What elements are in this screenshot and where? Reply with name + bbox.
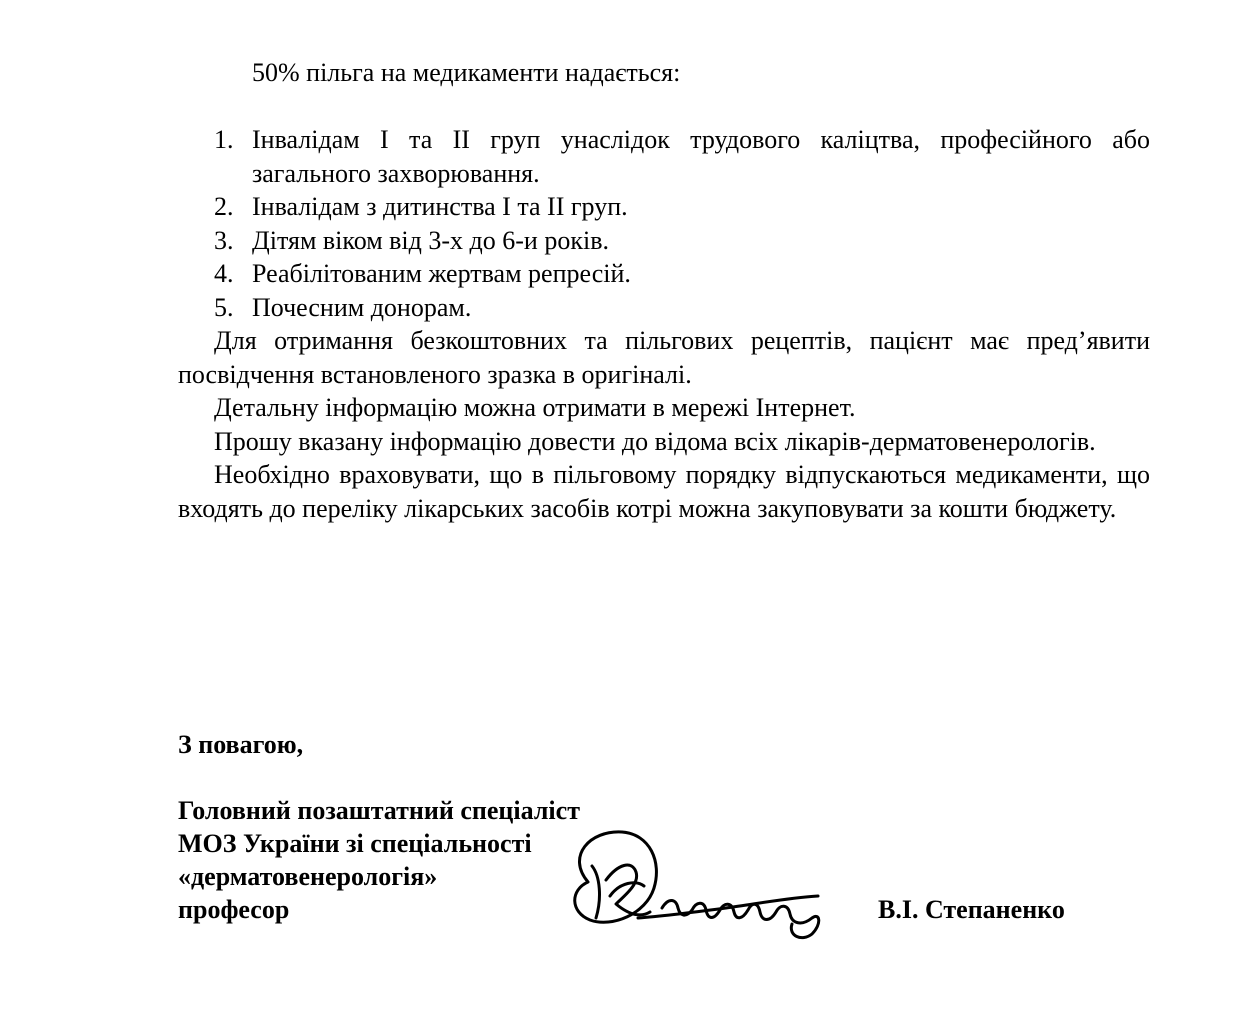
paragraph-notify: Прошу вказану інформацію довести до відома всіх лікарів-дерматовенерологів. bbox=[214, 426, 1096, 456]
signature-stroke bbox=[592, 866, 599, 918]
list-item bbox=[178, 257, 1150, 291]
blank-line bbox=[178, 90, 1150, 124]
list-item-text: Реабілітованим жертвам репресій. bbox=[252, 259, 631, 288]
list-item bbox=[178, 224, 1150, 258]
signer-position bbox=[178, 794, 580, 926]
position-line-text: МОЗ України зі спеціальності bbox=[178, 829, 532, 858]
signer-name: В.І. Степаненко bbox=[878, 895, 1065, 924]
list-item-number: 5. bbox=[214, 292, 234, 322]
paragraph-internet: Детальну інформацію можна отримати в мережі Інтернет. bbox=[214, 393, 856, 422]
list-item-number: 4. bbox=[214, 259, 234, 288]
position-line: Головний позаштатний спеціаліст bbox=[178, 796, 580, 825]
list-item-number: 2. bbox=[214, 192, 234, 221]
letter-body bbox=[178, 56, 1150, 525]
position-line: «дерматовенерологія» bbox=[178, 862, 438, 891]
paragraph-budget: Необхідно враховувати, що в пільговому порядку відпускаються медикаменти, що входять до переліку лікарських засобів котрі можна закуповувати за кошти бюджету. bbox=[178, 460, 1150, 523]
list-item-number: 1. bbox=[214, 125, 234, 154]
signature-loop bbox=[575, 832, 657, 922]
position-line bbox=[178, 827, 580, 860]
list-item-text: Інвалідам I та II груп унаслідок трудового каліцтва, професійного або загального захворювання. bbox=[252, 125, 1150, 188]
handwritten-signature bbox=[566, 826, 828, 941]
benefits-list bbox=[178, 123, 1150, 324]
list-item bbox=[178, 291, 1150, 325]
list-item-text: Почесним донорам. bbox=[252, 292, 472, 322]
intro-line: 50% пільга на медикаменти надається: bbox=[252, 58, 681, 87]
list-item-text: Інвалідам з дитинства I та II груп. bbox=[252, 192, 628, 221]
list-item bbox=[178, 190, 1150, 224]
list-item-text: Дітям віком від 3-х до 6-и років. bbox=[252, 225, 609, 255]
position-line: професор bbox=[178, 895, 290, 924]
paragraph-prescriptions: Для отримання безкоштовних та пільгових рецептів, пацієнт має пред’явити посвідчення встановленого зразка в оригіналі. bbox=[178, 326, 1150, 389]
list-item-number: 3. bbox=[214, 225, 234, 255]
list-item bbox=[178, 123, 1150, 190]
closing-regards: З повагою, bbox=[178, 730, 304, 759]
